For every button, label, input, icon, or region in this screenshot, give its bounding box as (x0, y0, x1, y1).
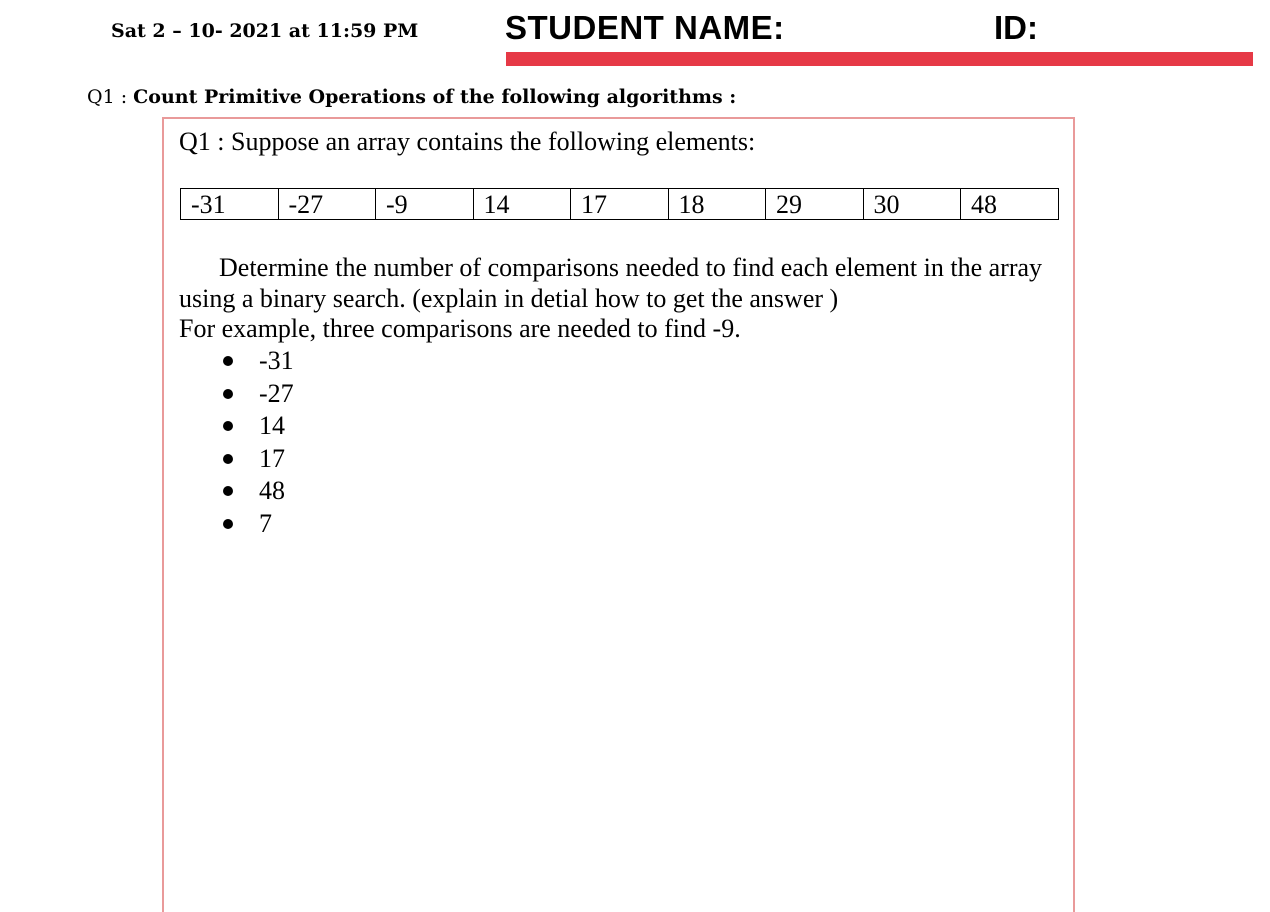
list-item-value: 7 (259, 508, 272, 538)
list-item-value: 48 (259, 476, 285, 505)
array-row (181, 189, 1059, 220)
bullet-icon (223, 421, 233, 431)
array-cell: 48 (961, 189, 1059, 220)
list-item (218, 475, 294, 508)
array-cell: 14 (473, 189, 571, 220)
bullet-icon (223, 389, 233, 399)
list-item (218, 410, 294, 443)
section-number: Q1 : (87, 86, 134, 108)
question-prompt: Q1 : Suppose an array contains the following elements: (179, 127, 756, 156)
student-name-label: STUDENT NAME: (505, 9, 785, 46)
section-title: Count Primitive Operations of the following algorithms : (133, 86, 737, 108)
due-date: Sat 2 – 10- 2021 at 11:59 PM (111, 20, 419, 42)
list-item (218, 443, 294, 476)
list-item-value: 14 (259, 411, 285, 440)
array-table (180, 188, 1059, 220)
list-item (218, 508, 294, 541)
header-accent-bar (506, 52, 1253, 66)
example-sentence: For example, three comparisons are needed to find -9. (179, 314, 741, 343)
target-list (218, 345, 294, 540)
list-item-value: 17 (259, 443, 285, 473)
bullet-icon (223, 486, 233, 496)
instructions (179, 253, 1059, 345)
array-cell: 30 (863, 189, 961, 220)
array-cell: 29 (766, 189, 864, 220)
array-cell: -31 (181, 189, 279, 220)
section-heading (87, 86, 736, 108)
list-item-value: -31 (259, 346, 294, 375)
array-cell: 18 (668, 189, 766, 220)
list-item (218, 345, 294, 378)
list-item (218, 378, 294, 411)
instruction-paragraph: Determine the number of comparisons needed to find each element in the array using a binary search. (explain in detial how to get the answer ) (179, 253, 1043, 313)
array-cell: 17 (571, 189, 669, 220)
bullet-icon (223, 356, 233, 366)
bullet-icon (223, 454, 233, 464)
array-cell: -9 (376, 189, 474, 220)
list-item-value: -27 (259, 378, 294, 408)
question-box (162, 117, 1075, 912)
bullet-icon (223, 519, 233, 529)
array-cell: -27 (278, 189, 376, 220)
student-id-label: ID: (994, 9, 1038, 46)
